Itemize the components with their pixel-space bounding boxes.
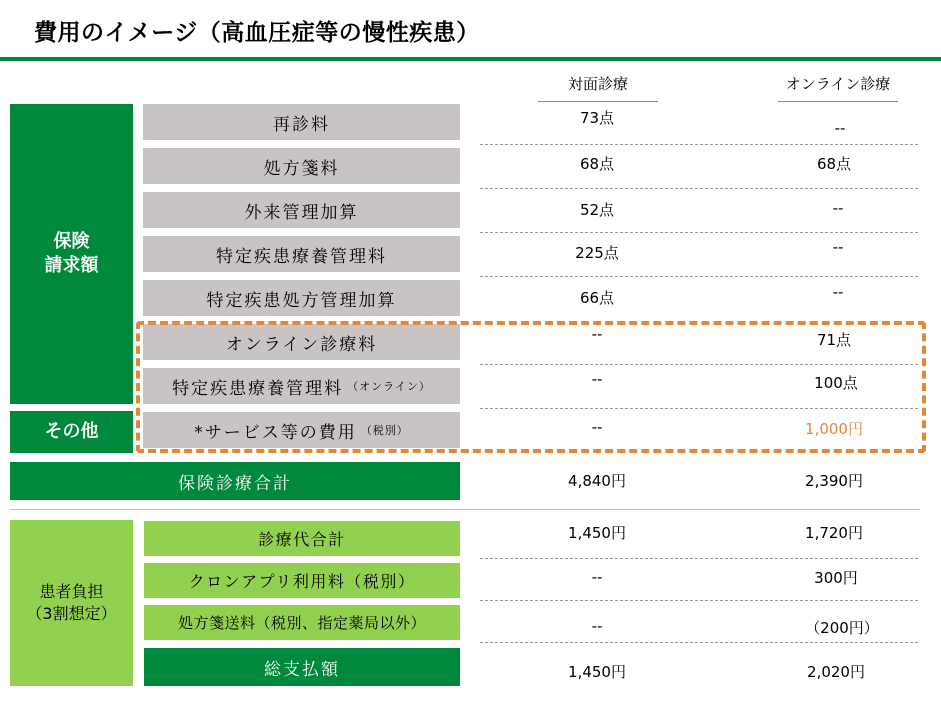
value-online-patient-total: 2,020円 — [807, 663, 865, 681]
item-label-text: *サービス等の費用 — [194, 422, 357, 443]
patient-total-label: 総支払額 — [144, 648, 460, 686]
value-online: 100点 — [814, 374, 858, 392]
value-online: （200円） — [805, 619, 879, 637]
item-label-specific-disease-prescription: 特定疾患処方管理加算 — [143, 280, 460, 316]
value-in-person: -- — [591, 617, 603, 635]
category-insurance-claim: 保険 請求額 — [10, 104, 133, 404]
item-label-prescription-fee: 処方箋料 — [143, 148, 460, 184]
item-label-note: （オンライン） — [347, 380, 431, 393]
value-online-service-fee: 1,000円 — [805, 420, 863, 438]
item-label-revisit-fee: 再診料 — [143, 104, 460, 140]
value-online: 1,720円 — [805, 524, 863, 542]
row-separator — [480, 558, 918, 559]
item-label-outpatient-management: 外来管理加算 — [143, 192, 460, 228]
value-online: -- — [832, 283, 844, 301]
row-separator — [480, 188, 918, 189]
value-in-person: -- — [591, 418, 603, 436]
section-separator — [10, 509, 920, 510]
value-online: 71点 — [816, 331, 852, 349]
value-online: 68点 — [816, 155, 852, 173]
value-in-person: 73点 — [579, 109, 615, 127]
page-title: 費用のイメージ（高血圧症等の慢性疾患） — [34, 20, 480, 46]
value-in-person: 52点 — [579, 201, 615, 219]
value-in-person-insurance-total: 4,840円 — [568, 472, 626, 490]
patient-item-label-app-fee: クロンアプリ利用料（税別） — [144, 563, 460, 598]
column-header-underline — [778, 101, 898, 102]
value-in-person: 68点 — [579, 155, 615, 173]
row-separator — [480, 232, 918, 233]
value-in-person: -- — [591, 568, 603, 586]
value-online-insurance-total: 2,390円 — [805, 472, 863, 490]
row-separator — [480, 642, 918, 643]
item-label-text: 特定疾患療養管理料 — [172, 378, 344, 399]
value-online: -- — [832, 199, 844, 217]
value-in-person: 225点 — [575, 244, 619, 262]
item-label-online-consultation-fee: オンライン診療料 — [143, 324, 460, 360]
column-header-underline — [538, 101, 658, 102]
value-online: 300円 — [814, 569, 858, 587]
patient-item-label-consultation-total: 診療代合計 — [144, 521, 460, 556]
value-online: -- — [834, 119, 846, 137]
item-label-note: （税別） — [360, 424, 409, 437]
category-other: その他 — [10, 411, 133, 453]
row-separator — [480, 144, 918, 145]
category-patient-burden: 患者負担 （3割想定） — [10, 520, 133, 686]
value-in-person-patient-total: 1,450円 — [568, 663, 626, 681]
title-underline — [0, 57, 941, 61]
column-header-online: オンライン診療 — [785, 75, 891, 93]
insurance-total-label: 保険診療合計 — [10, 462, 460, 500]
value-in-person: 66点 — [579, 289, 615, 307]
online-rows-highlight — [136, 321, 926, 453]
column-header-in-person: 対面診療 — [567, 75, 628, 93]
value-in-person: 1,450円 — [568, 524, 626, 542]
value-in-person: -- — [591, 370, 603, 388]
item-label-specific-disease-management: 特定疾患療養管理料 — [143, 236, 460, 272]
row-separator — [480, 276, 918, 277]
patient-item-label-prescription-shipping: 処方箋送料（税別、指定薬局以外） — [144, 605, 460, 640]
value-in-person: -- — [591, 325, 603, 343]
value-online: -- — [832, 238, 844, 256]
row-separator — [480, 600, 918, 601]
